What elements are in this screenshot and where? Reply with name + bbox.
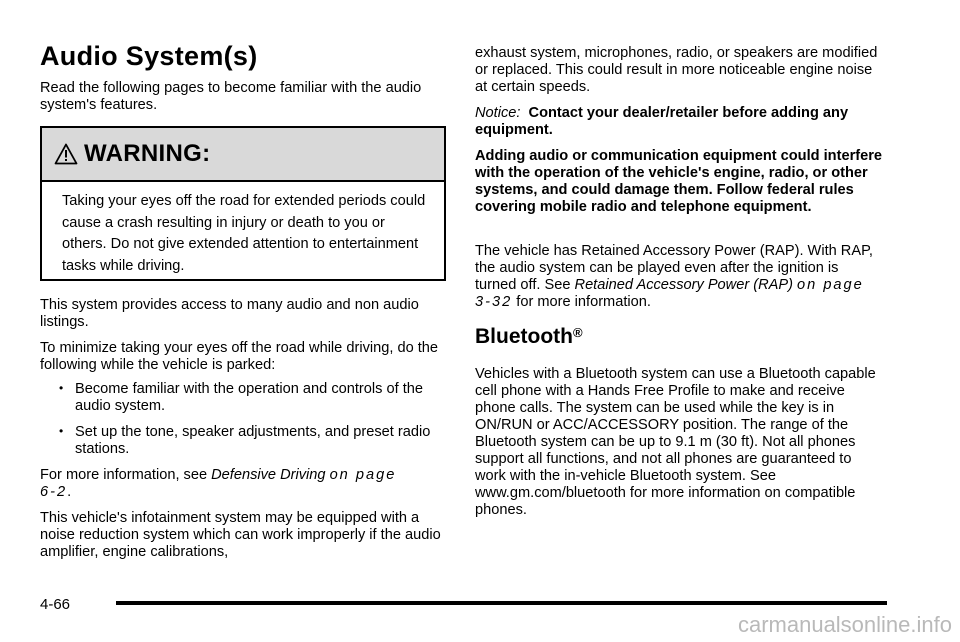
- more-info-paragraph: For more information, see Defensive Driving on page 6-2.: [40, 467, 397, 500]
- noise-reduction-paragraph: This vehicle's infotainment system may be equipped with a noise reduction system which can work improperly if the audio amplifier, engine calibrations,: [40, 510, 441, 560]
- system-access-paragraph: This system provides access to many audio and non audio listings.: [40, 297, 419, 330]
- registered-mark: ®: [572, 325, 583, 340]
- notice-paragraph: [475, 105, 855, 139]
- warning-header: [42, 128, 444, 182]
- notice-text: Contact your dealer/retailer before adding any equipment.: [475, 105, 849, 138]
- page-title: Audio System(s): [40, 41, 258, 71]
- rap-paragraph: The vehicle has Retained Accessory Power (RAP). With RAP, the audio system can be played even after the ignition is turned off. See Retained Accessory Power (RAP) on page 3-32 for more information.: [475, 243, 873, 310]
- intro-paragraph: Read the following pages to become familiar with the audio system's features.: [40, 80, 422, 113]
- bullet-dot-icon: •: [59, 381, 64, 395]
- defensive-driving-link[interactable]: Defensive Driving: [211, 467, 330, 483]
- page-number: 4-66: [40, 596, 71, 613]
- minimize-paragraph: To minimize taking your eyes off the road while driving, do the following while the vehicle is parked:: [40, 340, 439, 373]
- exhaust-paragraph: exhaust system, microphones, radio, or speakers are modified or replaced. This could result in more noticeable engine noise at certain speeds.: [475, 45, 878, 95]
- equipment-warning-paragraph: Adding audio or communication equipment could interfere with the operation of the vehicle's engine, radio, or other systems, and could damage them. Follow federal rules covering mobile radio and telephone equipment.: [475, 148, 883, 215]
- bluetooth-heading: Bluetooth®: [475, 325, 583, 348]
- defensive-driving-page-ref[interactable]: on page 6-2: [40, 467, 397, 500]
- rap-page-ref[interactable]: on page 3-32: [475, 277, 864, 310]
- bullet-item: • Set up the tone, speaker adjustments, and preset radio stations.: [59, 424, 431, 457]
- rap-link[interactable]: Retained Accessory Power (RAP): [574, 277, 798, 293]
- warning-text: Taking your eyes off the road for extended periods could cause a crash resulting in injury or death to you or others. Do not give extended attention to entertainment tasks while driving.: [62, 193, 426, 274]
- bluetooth-paragraph: Vehicles with a Bluetooth system can use a Bluetooth capable cell phone with a Hands Free Profile to make and receive phone calls. The system can be used while the key is in ON/RUN or ACC/ACCESSORY position. The range of the Bluetooth system can be up to 9.1 m (30 ft). Not all phones support all functions, and not all phones are guaranteed to work with the in-vehicle Bluetooth system. See www.gm.com/bluetooth for more information on compatible phones.: [475, 366, 876, 518]
- warning-triangle-icon: [54, 143, 78, 165]
- warning-box: [40, 126, 446, 281]
- bullet-item: • Become familiar with the operation and controls of the audio system.: [59, 381, 424, 414]
- warning-title: WARNING:: [84, 140, 211, 167]
- watermark: carmanualsonline.info: [737, 612, 952, 637]
- bullet-dot-icon: •: [59, 424, 64, 438]
- footer-divider: [116, 601, 887, 605]
- notice-label: Notice:: [475, 105, 521, 121]
